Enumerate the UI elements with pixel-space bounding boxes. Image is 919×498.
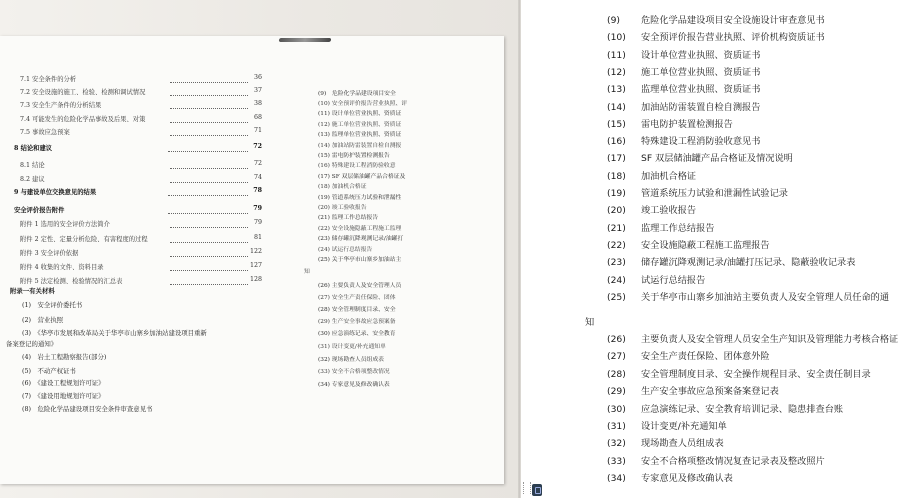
page-thumbnail-icon[interactable] — [532, 484, 542, 496]
annex-item-text: 安全预评价报告营业执照、评价机构资质证书 — [641, 32, 825, 44]
toc-label: 8.1 结论 — [20, 162, 45, 169]
annex-item: (1) 安全评价委托书 — [22, 301, 83, 309]
annex-item — [607, 289, 889, 303]
annex-item — [607, 81, 760, 95]
annex-item: (24) 试运行总结报告 — [318, 247, 373, 253]
annex-item-number: (34) — [607, 473, 626, 485]
annex-item — [607, 29, 825, 43]
annex-item: 知 — [304, 269, 310, 275]
toc-page-number: 79 — [253, 205, 262, 212]
toc-row — [14, 187, 262, 198]
annex-item-number: (24) — [607, 274, 626, 286]
annex-item-text: 设计单位营业执照、资质证书 — [641, 49, 761, 61]
annex-item-number: (10) — [607, 32, 626, 44]
toc-row — [20, 114, 262, 125]
toc-row — [20, 262, 262, 273]
toc-leader — [170, 284, 248, 285]
annex-item-number: (23) — [607, 257, 626, 269]
annex-item: (31) 设计变更/补充通知单 — [318, 344, 386, 350]
toc-label: 附件 1 选用的安全评价方法简介 — [20, 221, 110, 228]
annex-item-number: (29) — [607, 386, 626, 398]
toc-page-number: 36 — [253, 74, 262, 81]
annex-item: (19) 管道系统压力试验和泄漏性 — [318, 195, 402, 201]
toc-row — [14, 205, 262, 216]
toc-leader — [170, 227, 248, 228]
annex-item: (9) 危险化学品建设项目安全 — [318, 91, 396, 97]
annex-item: (16) 特殊建设工程消防验收意 — [318, 163, 396, 169]
toc-page-number: 72 — [253, 160, 262, 167]
annex-item: (29) 生产安全事故应急预案备 — [318, 319, 396, 325]
annex-item-text: 储存罐沉降观测记录/油罐打压记录、隐蔽验收记录表 — [641, 257, 856, 269]
annex-item-text: 特殊建设工程消防验收意见书 — [641, 136, 761, 148]
toc-label: 7.4 可能发生的危险化学品事故及后果、对策 — [20, 116, 146, 123]
toc-row — [14, 143, 262, 154]
annex-item-text: 安全生产责任保险、团体意外险 — [641, 351, 770, 363]
toc-row — [20, 248, 262, 259]
annex-item-text: 专家意见及修改确认表 — [641, 473, 733, 485]
annex-item-text: 应急演练记录、安全教育培训记录、隐患排查台账 — [641, 403, 844, 415]
annex-item — [607, 64, 760, 78]
annex-item — [607, 99, 760, 113]
toc-row — [20, 276, 262, 287]
annex-item-number: (17) — [607, 153, 626, 165]
annex-item — [607, 185, 788, 199]
toc-row — [20, 174, 262, 185]
annex-item-number: (26) — [607, 334, 626, 345]
annex-item-text: 竣工验收报告 — [641, 205, 697, 217]
toc-label: 安全评价报告附件 — [14, 207, 65, 214]
photographed-document — [0, 36, 504, 484]
annex-item — [607, 331, 898, 345]
annex-item — [607, 348, 770, 362]
toc-row — [20, 234, 262, 245]
annex-item-text: SF 双层储油罐产品合格证及情况说明 — [641, 153, 793, 165]
toc-leader — [168, 195, 248, 196]
annex-item: (20) 竣工验收报告 — [318, 205, 367, 211]
annex-item — [607, 168, 696, 182]
annex-item-number: (21) — [607, 222, 626, 234]
toc-row — [20, 100, 262, 111]
toc-label: 附件 5 法定检测、检验情况的汇总表 — [20, 278, 123, 285]
document-page — [521, 0, 919, 498]
toc-label: 附件 3 安全评价依据 — [20, 250, 79, 257]
annex-item — [607, 150, 793, 164]
annex-item: (12) 施工单位营业执照、资质证 — [318, 122, 402, 128]
annex-item-text: 设计变更/补充通知单 — [641, 421, 727, 432]
toc-page-number: 81 — [253, 234, 262, 241]
annex-item-text: 安全管理制度目录、安全操作规程目录、安全责任制目录 — [641, 368, 871, 380]
annex-item: (33) 安全不合格项整改情况 — [318, 369, 390, 375]
annex-item-text: 安全设施隐蔽工程施工监理报告 — [641, 239, 770, 251]
annex-item-number: (13) — [607, 84, 626, 96]
annex-item: (11) 设计单位营业执照、资质证 — [318, 111, 402, 117]
toc-label: 9 与建设单位交换意见的结果 — [14, 189, 97, 196]
annex-item: (2) 营业执照 — [22, 316, 64, 324]
annex-item-text: 危险化学品建设项目安全设施设计审查意见书 — [641, 15, 825, 26]
annex-item: (10) 安全预评价报告营业执照、评 — [318, 101, 408, 107]
annex-item — [607, 272, 705, 286]
toc-page-number: 74 — [253, 174, 262, 181]
toc-page-number: 122 — [249, 248, 262, 255]
annex-item — [607, 470, 733, 484]
annex-item-number: (31) — [607, 421, 626, 432]
toc-row — [20, 219, 262, 230]
annex-item — [607, 418, 727, 432]
annex-item-text: 加油站防雷装置自检自测报告 — [641, 101, 761, 113]
toc-page-number: 38 — [253, 100, 262, 107]
annex-item — [607, 116, 733, 130]
annex-item — [607, 366, 871, 380]
annex-item-number: (16) — [607, 136, 626, 148]
annex-item-text: 监理工作总结报告 — [641, 222, 715, 234]
annex-item: (14) 加油站防雷装置自检自测报 — [318, 143, 402, 149]
annex-item: (15) 雷电防护装置检测报告 — [318, 153, 390, 159]
toc-leader — [170, 242, 248, 243]
toc-label: 7.5 事故应急预案 — [20, 129, 70, 136]
toc-row — [20, 87, 262, 98]
annex-item: (13) 监理单位营业执照、资质证 — [318, 132, 402, 138]
annex-item-number: (28) — [607, 368, 626, 380]
annex-item-number: (22) — [607, 239, 626, 251]
annex-item: (21) 监理工作总结报告 — [318, 215, 379, 221]
toc-leader — [170, 108, 248, 109]
annex-item: (8) 危险化学品建设项目安全条件审查意见书 — [22, 405, 153, 413]
annex-item: (17) SF 双层储油罐产品合格证及 — [318, 174, 406, 180]
annex-item: (30) 应急演练记录、安全教育 — [318, 331, 396, 337]
toc-page-number: 37 — [253, 87, 262, 94]
toc-leader — [170, 270, 248, 271]
annex-item — [607, 202, 696, 216]
annex-item-number: (30) — [607, 403, 626, 415]
annex-item: (32) 现场勘查人员组成表 — [318, 357, 384, 363]
annex-item: (4) 岩土工程勘察报告(部分) — [22, 353, 107, 361]
toc-page-number: 128 — [249, 276, 262, 283]
toc-row — [20, 74, 262, 85]
annex-item — [607, 12, 825, 26]
annex-item-number: (27) — [607, 351, 626, 363]
toc-leader — [170, 122, 248, 123]
annex-item: (34) 专家意见及修改确认表 — [318, 382, 390, 388]
annex-item: 备案登记的通知》 — [6, 340, 58, 348]
toc-page-number: 68 — [253, 114, 262, 121]
annex-item: (22) 安全设施隐蔽工程施工监理 — [318, 226, 402, 232]
annex-heading: 附录一有关材料 — [10, 287, 55, 295]
toc-leader — [170, 135, 248, 136]
toc-label: 7.3 安全生产条件的分析结果 — [20, 102, 102, 109]
toc-leader — [170, 182, 248, 183]
annex-item-text: 生产安全事故应急预案备案登记表 — [641, 386, 779, 398]
annex-item — [607, 133, 760, 147]
annex-item: (7) 《建设用地规划许可证》 — [22, 392, 105, 400]
toc-page-number: 71 — [253, 127, 262, 134]
annex-item-text: 监理单位营业执照、资质证书 — [641, 84, 761, 96]
annex-item-number: (20) — [607, 205, 626, 217]
toc-row — [20, 160, 262, 171]
annex-item-number: (15) — [607, 118, 626, 130]
annex-item-number: (32) — [607, 438, 626, 450]
annex-item-number: (18) — [607, 170, 626, 182]
annex-item — [607, 254, 855, 268]
annex-item-text: 主要负责人及安全管理人员安全生产知识及管理能力考核合格证 — [641, 334, 899, 345]
wrapped-text: 知 — [585, 317, 595, 328]
binder-clip — [279, 38, 332, 42]
annex-item-number: (11) — [607, 49, 626, 61]
annex-item-number: (19) — [607, 188, 626, 199]
annex-item-text: 关于华亭市山寨乡加油站主要负责人及安全管理人员任命的通 — [641, 291, 890, 303]
annex-item-number: (9) — [607, 15, 621, 26]
toc-leader — [170, 256, 248, 257]
annex-item — [607, 47, 760, 61]
toc-label: 附件 2 定性、定量分析危险、有害程度的过程 — [20, 236, 148, 243]
annex-item-number: (33) — [607, 455, 626, 467]
toc-leader — [170, 95, 248, 96]
toc-page-number: 72 — [253, 143, 262, 150]
toc-label: 7.2 安全设施的施工、检验、检测和调试情况 — [20, 89, 146, 96]
annex-item-number: (14) — [607, 101, 626, 113]
annex-item — [607, 401, 843, 415]
toc-label: 8 结论和建议 — [14, 145, 53, 152]
toc-row — [20, 127, 262, 138]
toc-label: 附件 4 收集的文件、资料目录 — [20, 264, 104, 271]
annex-item-text: 现场勘查人员组成表 — [641, 438, 724, 450]
toc-page-number: 78 — [253, 187, 262, 194]
toc-leader — [168, 151, 248, 152]
annex-item — [607, 453, 825, 467]
annex-item-text: 加油机合格证 — [641, 170, 697, 182]
annex-item-text: 雷电防护装置检测报告 — [641, 118, 733, 130]
annex-item: (27) 安全生产责任保险、团体 — [318, 295, 396, 301]
annex-item-text: 施工单位营业执照、资质证书 — [641, 66, 761, 78]
annex-item: (3) 《华亭市发展和改革局关于华亭市山寨乡加油站建设项目重新 — [22, 329, 207, 337]
toc-label: 8.2 建议 — [20, 176, 45, 183]
annex-item-number: (25) — [607, 291, 626, 303]
annex-item: (28) 安全管理制度目录、安全 — [318, 307, 396, 313]
annex-item — [607, 237, 770, 251]
annex-item: (5) 不动产权证书 — [22, 367, 76, 375]
annex-item: (18) 加油机合格证 — [318, 184, 367, 190]
annex-item — [607, 383, 779, 397]
toc-leader — [168, 213, 248, 214]
toc-leader — [170, 168, 248, 169]
annex-item-text: 安全不合格项整改情况复查记录表及整改照片 — [641, 455, 825, 467]
annex-item: (23) 储存罐沉降观测记录/油罐打 — [318, 236, 404, 242]
toc-page-number: 127 — [249, 262, 262, 269]
annex-item — [607, 435, 724, 449]
annex-item-text: 管道系统压力试验和泄漏性试验记录 — [641, 188, 788, 199]
annex-item: (26) 主要负责人及安全管理人员 — [318, 283, 402, 289]
annex-item: (25) 关于华亭市山寨乡加油站主 — [318, 257, 402, 263]
annex-item — [607, 220, 715, 234]
toc-label: 7.1 安全条件的分析 — [20, 76, 77, 83]
annex-item-number: (12) — [607, 66, 626, 78]
annex-item-text: 试运行总结报告 — [641, 274, 706, 286]
annex-item: (6) 《建设工程规划许可证》 — [22, 379, 105, 387]
toc-leader — [170, 82, 248, 83]
toc-page-number: 79 — [253, 219, 262, 226]
scroll-marker — [523, 482, 531, 494]
